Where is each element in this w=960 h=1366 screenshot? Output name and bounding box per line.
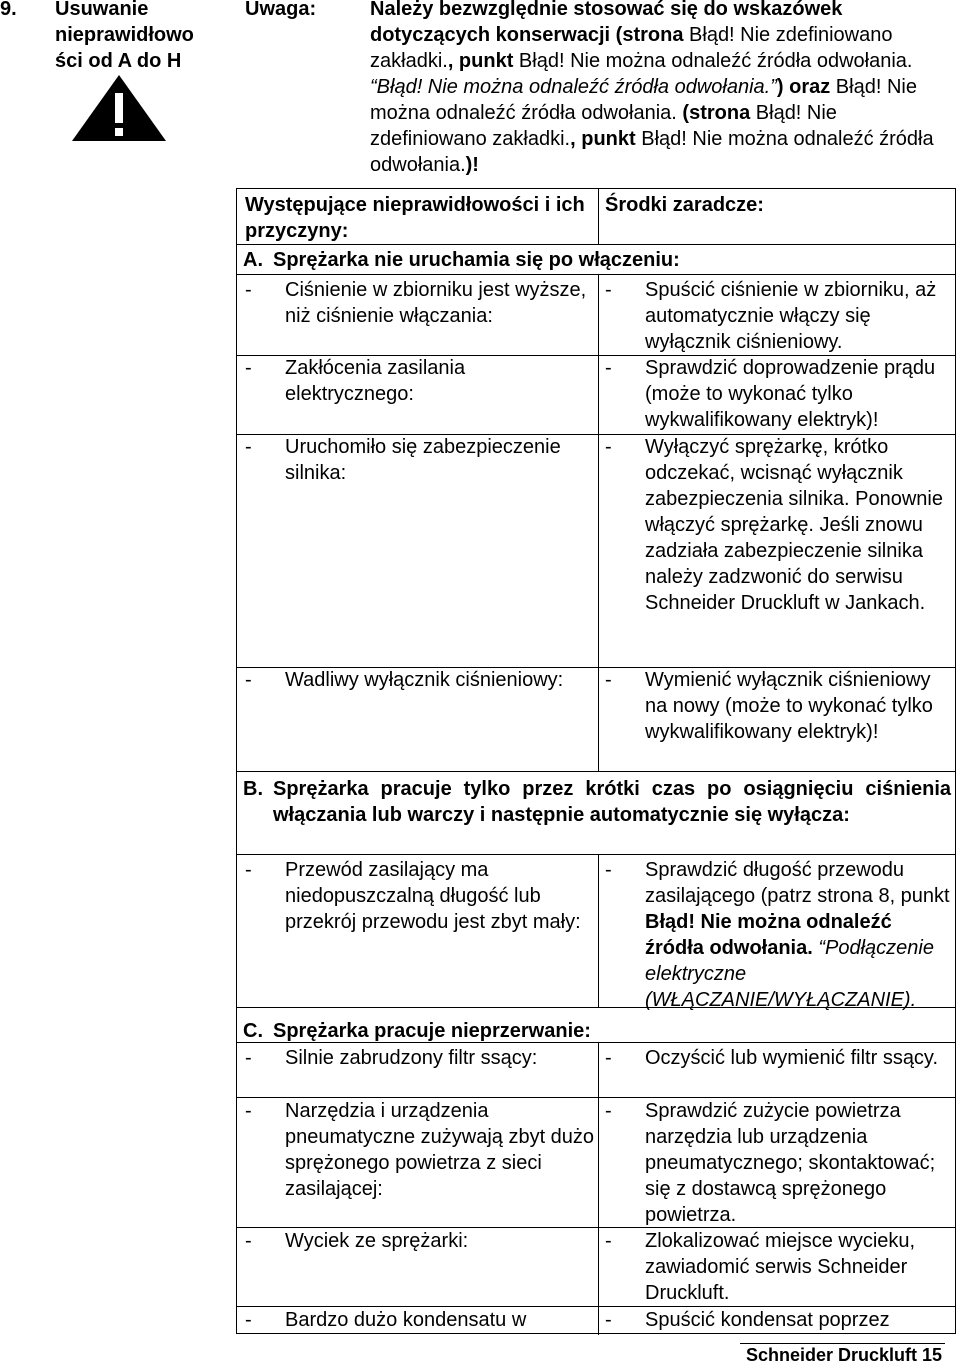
table-row-remedy — [605, 355, 951, 433]
dash: - — [605, 1309, 612, 1331]
dash: - — [245, 1047, 252, 1069]
table-row-remedy — [605, 857, 951, 1013]
section-c-heading — [243, 1018, 951, 1044]
cause-text: Zakłócenia zasilania elektrycznego: — [285, 357, 466, 405]
divider — [237, 244, 955, 245]
divider — [237, 1007, 955, 1008]
table-row-cause — [245, 1045, 595, 1071]
section-letter: C. — [243, 1020, 263, 1042]
note-part-12: Błąd! Nie można odnaleźć źródła odwołania. — [370, 128, 934, 176]
remedy-text: Sprawdzić zużycie powietrza narzędzia lub urządzenia pneumatycznego; skontaktować; się z dostawcą sprężonego powietrza. — [645, 1100, 936, 1226]
remedy-text: Spuścić ciśnienie w zbiorniku, aż automatycznie włączy się wyłącznik ciśnieniowy. — [645, 279, 937, 353]
table-row-remedy — [605, 1228, 951, 1306]
divider — [237, 274, 955, 275]
dash: - — [605, 357, 612, 379]
note-part-6: “Błąd! Nie można odnaleźć źródła odwołania.” — [370, 76, 777, 98]
note-part-7: ) oraz — [776, 76, 831, 98]
table-row-cause — [245, 857, 595, 935]
dash: - — [245, 669, 252, 691]
dash: - — [605, 279, 612, 301]
note-part-5: Błąd! Nie można odnaleźć źródła odwołania. — [518, 50, 913, 72]
section-title: Sprężarka pracuje tylko przez krótki czas po osiągnięciu ciśnienia włączania lub warczy i następnie automatycznie się wyłącza: — [273, 778, 951, 826]
cause-text: Silnie zabrudzony filtr ssący: — [285, 1047, 538, 1069]
remedy-italic-ref: “Podłączenie elektryczne (WŁĄCZANIE/WYŁĄCZANIE). — [645, 937, 934, 1011]
dash: - — [605, 669, 612, 691]
cause-text: Bardzo dużo kondensatu w — [285, 1309, 527, 1331]
dash: - — [605, 1047, 612, 1069]
dash: - — [245, 357, 252, 379]
note-part-3: Błąd! Nie zdefiniowano zakładki. — [370, 24, 893, 72]
table-row-cause — [245, 667, 595, 693]
section-b-heading — [243, 776, 951, 828]
note-label: Uwaga: — [245, 0, 317, 20]
section-letter: B. — [243, 778, 263, 800]
cause-text: Wyciek ze sprężarki: — [285, 1230, 469, 1252]
cause-text: Wadliwy wyłącznik ciśnieniowy: — [285, 669, 564, 691]
table-row-cause — [245, 355, 595, 407]
dash: - — [605, 1230, 612, 1252]
remedy-text: Spuścić kondensat poprzez — [645, 1309, 890, 1331]
section-letter: A. — [243, 249, 263, 271]
table-row-remedy — [605, 1098, 951, 1228]
table-row-remedy — [605, 434, 951, 616]
dash: - — [245, 1309, 252, 1331]
divider — [598, 274, 599, 771]
divider — [598, 854, 599, 1007]
remedy-text: Oczyścić lub wymienić filtr ssący. — [645, 1047, 939, 1069]
table-row-remedy — [605, 277, 951, 355]
table-row-remedy — [605, 1307, 951, 1333]
table-row-cause — [245, 1307, 595, 1333]
section-title: Sprężarka nie uruchamia się po włączeniu: — [273, 249, 680, 271]
table-row-cause — [245, 1098, 595, 1202]
remedy-text: Sprawdzić długość przewodu zasilającego (patrz strona 8, punkt — [645, 859, 950, 907]
warning-triangle-icon — [70, 73, 168, 143]
header-remedies: Środki zaradcze: — [605, 194, 764, 216]
remedy-text: Zlokalizować miejsce wycieku, zawiadomić serwis Schneider Druckluft. — [645, 1230, 916, 1304]
divider — [598, 1042, 599, 1335]
dash: - — [245, 436, 252, 458]
note-text — [370, 0, 945, 178]
table-row-cause — [245, 277, 595, 329]
divider — [237, 854, 955, 855]
page-footer: Schneider Druckluft 15 — [745, 1345, 942, 1365]
section-number: 9. — [0, 0, 17, 20]
dash: - — [605, 859, 612, 881]
section-a-heading — [243, 247, 951, 273]
cause-text: Ciśnienie w zbiorniku jest wyższe, niż ciśnienie włączania: — [285, 279, 587, 327]
note-part-8: Błąd! Nie można odnaleźć źródła odwołania. — [370, 76, 917, 124]
dash: - — [245, 1230, 252, 1252]
section-title: Usuwanie nieprawidłowo ści od A do H — [55, 0, 194, 72]
section-title: Sprężarka pracuje nieprzerwanie: — [273, 1020, 591, 1042]
divider — [598, 189, 599, 244]
dash: - — [245, 279, 252, 301]
remedy-text: Wyłączyć sprężarkę, krótko odczekać, wcisnąć wyłącznik zabezpieczenia silnika. Ponownie włączyć sprężarkę. Jeśli znowu zadziała zabezpieczenie silnika należy zadzwonić do serwisu Schneider Druckluft w Jankach. — [645, 436, 943, 614]
header-causes: Występujące nieprawidłowości i ich przyczyny: — [245, 194, 585, 242]
remedy-error-ref: Błąd! Nie można odnaleźć źródła odwołania. — [645, 911, 892, 959]
note-part-4: , punkt — [447, 50, 514, 72]
table-row-cause — [245, 434, 595, 486]
divider — [237, 771, 955, 772]
remedy-text: Wymienić wyłącznik ciśnieniowy na nowy (może to wykonać tylko wykwalifikowany elektryk)! — [645, 669, 933, 743]
note-part-1: Należy bezwzględnie stosować się do wskazówek dotyczących konserwacji — [370, 0, 843, 46]
cause-text: Uruchomiło się zabezpieczenie silnika: — [285, 436, 561, 484]
dash: - — [245, 1100, 252, 1122]
dash: - — [605, 436, 612, 458]
dash: - — [605, 1100, 612, 1122]
cause-text: Narzędzia i urządzenia pneumatyczne zużywają zbyt dużo sprężonego powietrza z sieci zasilającej: — [285, 1100, 595, 1200]
remedy-text: Sprawdzić doprowadzenie prądu (może to wykonać tylko wykwalifikowany elektryk)! — [645, 357, 936, 431]
note-part-11: , punkt — [570, 128, 636, 150]
note-part-10: Błąd! Nie zdefiniowano zakładki. — [370, 102, 837, 150]
table-row-cause — [245, 1228, 595, 1254]
note-part-13: )! — [465, 154, 479, 176]
dash: - — [245, 859, 252, 881]
divider — [237, 1042, 955, 1043]
table-row-remedy — [605, 1045, 951, 1071]
note-part-2: (strona — [615, 24, 684, 46]
troubleshooting-table — [236, 188, 956, 1334]
note-part-9: (strona — [682, 102, 751, 124]
table-row-remedy — [605, 667, 951, 745]
cause-text: Przewód zasilający ma niedopuszczalną długość lub przekrój przewodu jest zbyt mały: — [285, 859, 581, 933]
